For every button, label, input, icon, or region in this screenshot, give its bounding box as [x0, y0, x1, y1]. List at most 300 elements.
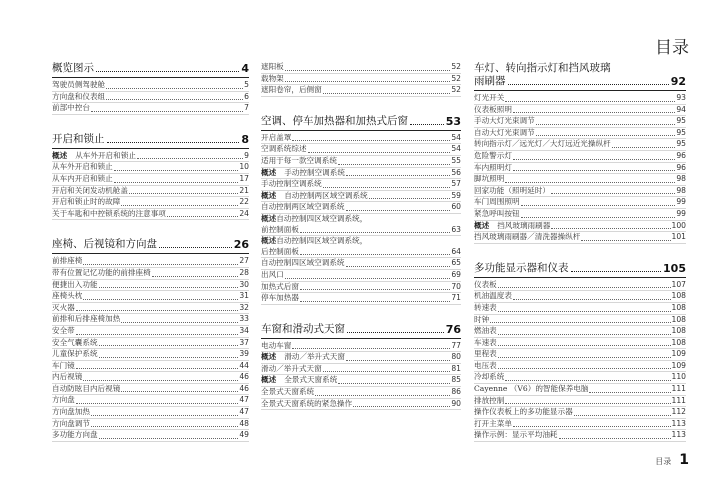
- toc-entry[interactable]: [52, 256, 249, 268]
- entry-title: [52, 338, 98, 349]
- toc-entry[interactable]: [474, 303, 686, 315]
- toc-entry[interactable]: [52, 197, 249, 209]
- entry-title: [261, 282, 299, 293]
- toc-entry[interactable]: [474, 349, 686, 361]
- section-rule: [474, 90, 686, 91]
- toc-entry[interactable]: [52, 209, 249, 221]
- entry-label: 概述: [261, 375, 277, 385]
- entry-label: 概述: [261, 167, 277, 177]
- dot-leader: [498, 311, 671, 312]
- toc-entry[interactable]: [52, 338, 249, 350]
- entry-text: 前排和后排座椅加热: [52, 314, 121, 324]
- toc-entry[interactable]: [52, 430, 249, 442]
- entry-title: [52, 162, 113, 173]
- entry-title: [474, 174, 504, 185]
- dot-leader: [505, 403, 670, 404]
- toc-entry[interactable]: [261, 282, 461, 294]
- entry-page-number: 47: [239, 395, 249, 405]
- toc-entry[interactable]: [474, 232, 686, 244]
- entry-title: [474, 128, 535, 139]
- entry-text: 转速表: [474, 302, 497, 312]
- entry-text: 手动控制空调系统: [261, 179, 322, 189]
- entry-page-number: 28: [239, 267, 249, 277]
- entry-page-number: 63: [451, 224, 461, 234]
- dot-leader: [612, 147, 676, 148]
- dot-leader: [107, 142, 240, 143]
- footer-label: 目录: [655, 457, 672, 466]
- dot-leader: [571, 271, 662, 272]
- entry-text: 方向盘和仪表组: [52, 91, 106, 101]
- dot-leader: [99, 438, 239, 439]
- toc-entry[interactable]: [52, 280, 249, 292]
- toc-entry[interactable]: [474, 291, 686, 303]
- entry-page-number: 54: [451, 132, 461, 142]
- entry-text: 开启和锁止时的故障: [52, 197, 121, 207]
- entry-title: [474, 197, 520, 208]
- entry-page-number: 108: [671, 326, 686, 336]
- section-gap: [261, 97, 461, 115]
- entry-text-line2: 前控制面板: [261, 224, 299, 234]
- entry-page-number: 10: [239, 162, 249, 172]
- entry-title: [52, 92, 105, 103]
- toc-entry[interactable]: [474, 221, 686, 233]
- entry-page-number: 32: [239, 302, 249, 312]
- entry-text: 儿童保护系统: [52, 349, 98, 359]
- entry-title: [261, 156, 337, 167]
- dot-leader: [96, 71, 239, 72]
- toc-entry[interactable]: [474, 116, 686, 128]
- entry-text: 停车加热器: [261, 293, 299, 303]
- entry-title: [474, 105, 512, 116]
- toc-entry[interactable]: [261, 341, 461, 353]
- entry-title: [474, 407, 573, 418]
- section-title: 概览图示: [52, 62, 94, 74]
- entry-text: 仪表板: [474, 279, 497, 289]
- entry-title: [52, 197, 120, 208]
- entry-title: [474, 303, 497, 314]
- toc-entry[interactable]: [474, 419, 686, 431]
- dot-leader: [323, 371, 451, 372]
- dot-leader: [308, 152, 451, 153]
- toc-entry[interactable]: [474, 315, 686, 327]
- entry-page-number: 99: [676, 208, 686, 218]
- entry-page-number: 47: [239, 407, 249, 417]
- entry-text: 开启和关闭发动机舱盖: [52, 185, 128, 195]
- dot-leader: [559, 438, 671, 439]
- toc-entry[interactable]: [261, 375, 461, 387]
- entry-page-number: 5: [244, 80, 249, 89]
- toc-entry[interactable]: [474, 280, 686, 292]
- entry-title: [474, 291, 512, 302]
- section-title: 座椅、后视镜和方向盘: [52, 238, 157, 251]
- toc-entry[interactable]: [474, 209, 686, 221]
- entry-text: 加热式后窗: [261, 281, 299, 291]
- dot-leader: [498, 357, 671, 358]
- toc-entry[interactable]: [474, 396, 686, 408]
- entry-page-number: 56: [451, 167, 461, 177]
- entry-title: [474, 93, 504, 104]
- entry-title: [261, 341, 291, 352]
- entry-line1: [261, 214, 461, 225]
- entry-label: 概述: [261, 352, 277, 362]
- toc-entry[interactable]: [474, 372, 686, 384]
- toc-entry[interactable]: [52, 291, 249, 303]
- dot-leader: [521, 217, 676, 218]
- toc-entry[interactable]: [261, 293, 461, 305]
- entry-title: [474, 116, 535, 127]
- toc-entry[interactable]: [474, 139, 686, 151]
- entry-page-number: 99: [676, 197, 686, 207]
- entry-page-number: 96: [676, 150, 686, 160]
- toc-entry[interactable]: [474, 430, 686, 442]
- dot-leader: [91, 415, 238, 416]
- entry-page-number: 7: [244, 103, 249, 113]
- toc-entry[interactable]: [261, 156, 461, 168]
- entry-page-number: 100: [671, 220, 686, 230]
- section-title-line1: 车灯、转向指示灯和挡风玻璃: [474, 62, 611, 74]
- entry-text: 滑动／举升式天窗: [284, 352, 345, 362]
- entry-text: 挡风玻璃雨刷器: [497, 220, 551, 230]
- entry-page-number: 21: [239, 185, 249, 195]
- entry-page-number: 52: [451, 85, 461, 95]
- entry-text: 电动车窗: [261, 340, 292, 350]
- dot-leader: [76, 368, 239, 369]
- toc-column-1: [52, 62, 249, 442]
- entry-title: [474, 151, 512, 162]
- entry-text: 全景式天窗系统: [261, 387, 315, 397]
- entry-label: 概述: [52, 150, 68, 160]
- toc-entry[interactable]: [52, 268, 249, 280]
- dot-leader: [505, 101, 675, 102]
- entry-text: 车速表: [474, 337, 497, 347]
- toc-entry[interactable]: [474, 151, 686, 163]
- dot-leader: [513, 170, 675, 171]
- entry-text: 空调系统综述: [261, 144, 307, 154]
- entry-text: 便捷出入功能: [52, 279, 98, 289]
- dot-leader: [323, 93, 451, 94]
- entry-text: 从车外开启和锁止: [52, 162, 113, 172]
- toc-entry[interactable]: [474, 326, 686, 338]
- entry-title: [474, 163, 512, 174]
- dot-leader: [83, 264, 238, 265]
- dot-leader: [121, 391, 238, 392]
- dot-leader: [338, 164, 450, 165]
- toc-entry[interactable]: [261, 202, 461, 214]
- dot-leader: [167, 216, 238, 217]
- entry-text: 方向盘调节: [52, 418, 90, 428]
- entry-page-number: 9: [244, 150, 249, 160]
- dot-leader: [99, 287, 239, 288]
- entry-title: [52, 103, 90, 114]
- entry-title: [52, 209, 166, 220]
- toc-entry[interactable]: [52, 395, 249, 407]
- entry-text: 机油温度表: [474, 291, 512, 301]
- entry-text: 灯光开关: [474, 93, 505, 102]
- entry-title: [474, 361, 497, 372]
- entry-page-number: 52: [451, 62, 461, 71]
- dot-leader: [300, 289, 450, 290]
- entry-text: 自动控制四区域空调系统: [261, 258, 345, 268]
- toc-entry[interactable]: [474, 384, 686, 396]
- section-rule: [474, 277, 686, 278]
- entry-page-number: 24: [239, 208, 249, 218]
- entry-text: 从车外开启和锁止: [75, 150, 136, 160]
- toc-entry[interactable]: [52, 103, 249, 115]
- toc-entry[interactable]: [52, 80, 249, 92]
- entry-page-number: 39: [239, 349, 249, 359]
- entry-page-number: 112: [671, 407, 686, 417]
- toc-section-heading[interactable]: [52, 133, 249, 149]
- entry-text: 出风口: [261, 269, 284, 279]
- entry-title: [52, 407, 90, 418]
- section-page-number: 76: [445, 322, 461, 336]
- toc-entry[interactable]: [261, 85, 461, 97]
- toc-entry[interactable]: [261, 179, 461, 191]
- entry-text: 座椅头枕: [52, 291, 83, 301]
- section-title-row: [474, 262, 686, 275]
- entry-text: 操作示例：显示平均油耗: [474, 430, 558, 440]
- dot-leader: [353, 406, 450, 407]
- section-title: 多功能显示器和仪表: [474, 261, 569, 274]
- dot-leader: [323, 187, 451, 188]
- dot-leader: [551, 193, 675, 194]
- entry-title: [261, 74, 284, 85]
- entry-page-number: 49: [239, 430, 249, 440]
- toc-section-heading[interactable]: [474, 62, 686, 91]
- entry-title: [261, 202, 345, 213]
- entry-page-number: 46: [239, 383, 249, 393]
- entry-label: 概述: [261, 213, 277, 223]
- dot-leader: [513, 112, 675, 113]
- toc-entry[interactable]: [474, 338, 686, 350]
- entry-title: [261, 270, 284, 281]
- section-rule: [52, 77, 249, 78]
- toc-section-heading[interactable]: [261, 323, 461, 339]
- entry-page-number: 109: [671, 349, 686, 359]
- section-title-row: [474, 75, 686, 88]
- entry-text: 打开主菜单: [474, 418, 512, 428]
- entry-text: 全景式天窗系统的紧急操作: [261, 398, 353, 408]
- entry-text: 里程表: [474, 349, 497, 359]
- toc-section-heading[interactable]: [52, 238, 249, 254]
- toc-entry[interactable]: [261, 133, 461, 145]
- dot-leader: [121, 205, 238, 206]
- entry-text: 回家功能（照明延时）: [474, 185, 550, 195]
- entry-text: 操作仪表板上的多功能显示器: [474, 407, 573, 417]
- dot-leader: [551, 228, 670, 229]
- toc-entry[interactable]: [261, 168, 461, 180]
- entry-page-number: 85: [451, 375, 461, 385]
- toc-entry[interactable]: [52, 174, 249, 186]
- toc-entry[interactable]: [474, 174, 686, 186]
- entry-text: 从车内开启和锁止: [52, 173, 113, 183]
- entry-title: [474, 349, 497, 360]
- toc-entry[interactable]: [474, 128, 686, 140]
- toc-entry[interactable]: [52, 349, 249, 361]
- entry-title: [474, 221, 550, 232]
- entry-line2: [261, 247, 461, 258]
- dot-leader: [513, 299, 671, 300]
- dot-leader: [76, 403, 239, 404]
- entry-page-number: 30: [239, 279, 249, 289]
- toc-entry[interactable]: [52, 384, 249, 396]
- section-title: 开启和锁止: [52, 132, 105, 145]
- toc-entry[interactable]: [52, 92, 249, 104]
- entry-title: [52, 361, 75, 372]
- dot-leader: [114, 182, 239, 183]
- entry-page-number: 113: [671, 418, 686, 428]
- dot-leader: [369, 198, 451, 199]
- toc-entry[interactable]: [261, 258, 461, 270]
- entry-page-number: 6: [244, 91, 249, 101]
- toc-entry[interactable]: [52, 151, 249, 163]
- entry-title: [261, 144, 307, 155]
- entry-title: [52, 291, 82, 302]
- entry-page-number: 113: [671, 430, 686, 440]
- entry-title: [261, 62, 284, 73]
- dot-leader: [410, 124, 444, 125]
- entry-page-number: 46: [239, 372, 249, 382]
- toc-entry[interactable]: [261, 270, 461, 282]
- entry-title: [52, 151, 136, 162]
- toc-entry[interactable]: [52, 303, 249, 315]
- dot-leader: [498, 287, 671, 288]
- entry-text: Cayenne （V6）的智能保养电脑: [474, 384, 589, 394]
- entry-title: [474, 209, 520, 220]
- page-footer: [655, 452, 689, 468]
- toc-entry[interactable]: [52, 407, 249, 419]
- toc-entry[interactable]: [474, 186, 686, 198]
- toc-entry[interactable]: [474, 197, 686, 209]
- entry-title: [261, 191, 368, 202]
- toc-entry[interactable]: [52, 326, 249, 338]
- toc-column-2: [261, 62, 461, 410]
- entry-text: 电压表: [474, 360, 497, 370]
- entry-page-number: 111: [671, 395, 686, 405]
- dot-leader: [121, 322, 238, 323]
- entry-title: [52, 280, 98, 291]
- section-gap: [474, 244, 686, 262]
- dot-leader: [300, 301, 450, 302]
- toc-entry[interactable]: [52, 372, 249, 384]
- section-page-number: 8: [241, 132, 249, 146]
- entry-text: 车门周围照明: [474, 197, 520, 207]
- toc-entry[interactable]: [261, 387, 461, 399]
- section-gap: [52, 220, 249, 238]
- section-rule: [52, 253, 249, 254]
- toc-entry[interactable]: [261, 399, 461, 411]
- toc-entry[interactable]: [474, 361, 686, 373]
- dot-leader: [159, 247, 232, 248]
- entry-title: [52, 326, 75, 337]
- entry-text: 紧急呼叫按钮: [474, 208, 520, 218]
- toc-entry[interactable]: [261, 236, 461, 258]
- toc-entry[interactable]: [474, 407, 686, 419]
- dot-leader: [292, 140, 450, 141]
- entry-page-number: 95: [676, 127, 686, 137]
- dot-leader: [300, 232, 450, 233]
- toc-entry[interactable]: [261, 144, 461, 156]
- entry-page-number: 81: [451, 363, 461, 373]
- section-rule: [52, 148, 249, 149]
- toc-entry[interactable]: [52, 361, 249, 373]
- entry-text: 自动大灯光束调节: [474, 127, 535, 137]
- toc-entry[interactable]: [261, 352, 461, 364]
- section-page-number: 4: [241, 62, 249, 75]
- entry-page-number: 52: [451, 73, 461, 83]
- entry-page-number: 107: [671, 279, 686, 289]
- entry-title: [261, 352, 345, 363]
- entry-text: 方向盘: [52, 395, 75, 405]
- toc-entry[interactable]: [261, 191, 461, 203]
- toc-entry[interactable]: [52, 186, 249, 198]
- entry-text: 车门镜: [52, 360, 75, 370]
- dot-leader: [91, 111, 243, 112]
- entry-text: 危险警示灯: [474, 150, 512, 160]
- toc-section-heading[interactable]: [52, 62, 249, 78]
- entry-page-number: 109: [671, 360, 686, 370]
- entry-page-number: 101: [671, 232, 686, 242]
- entry-text: 遮阳板: [261, 62, 284, 71]
- toc-entry[interactable]: [261, 364, 461, 376]
- entry-title: [52, 395, 75, 406]
- dot-leader: [346, 175, 450, 176]
- entry-title: [261, 399, 352, 410]
- entry-page-number: 65: [451, 258, 461, 268]
- dot-leader: [513, 426, 671, 427]
- toc-entry[interactable]: [52, 162, 249, 174]
- dot-leader: [498, 345, 671, 346]
- toc-entry[interactable]: [261, 74, 461, 86]
- toc-entry[interactable]: [474, 163, 686, 175]
- entry-title: [474, 338, 497, 349]
- section-title-row: [52, 133, 249, 146]
- section-title: 车窗和滑动式天窗: [261, 322, 345, 335]
- dot-leader: [574, 415, 671, 416]
- entry-title: [474, 396, 504, 407]
- toc-entry[interactable]: [474, 93, 686, 105]
- entry-text: 冷却系统: [474, 372, 505, 382]
- section-page-number: 26: [233, 238, 249, 252]
- dot-leader: [347, 332, 444, 333]
- toc-entry[interactable]: [474, 105, 686, 117]
- toc-section-heading[interactable]: [261, 115, 461, 131]
- toc-entry[interactable]: [261, 62, 461, 74]
- entry-page-number: 71: [451, 293, 461, 303]
- entry-page-number: 33: [239, 314, 249, 324]
- entry-title: [52, 314, 120, 325]
- entry-page-number: 22: [239, 197, 249, 207]
- entry-title: [52, 80, 105, 91]
- dot-leader: [581, 240, 670, 241]
- entry-label: 概述: [261, 190, 277, 200]
- entry-title: [261, 179, 322, 190]
- entry-line1: [261, 236, 461, 247]
- toc-entry[interactable]: [52, 419, 249, 431]
- entry-page-number: 98: [676, 174, 686, 184]
- toc-section-heading[interactable]: [474, 262, 686, 278]
- toc-entry[interactable]: [261, 214, 461, 236]
- entry-page-number: 59: [451, 190, 461, 200]
- entry-text: 转向指示灯／远光灯／大灯远近光操纵杆: [474, 139, 611, 149]
- entry-title: [52, 384, 120, 395]
- entry-title: [474, 384, 588, 395]
- entry-title: [52, 186, 128, 197]
- toc-entry[interactable]: [52, 314, 249, 326]
- entry-page-number: 80: [451, 352, 461, 362]
- entry-title: [52, 303, 75, 314]
- entry-text: 滑动／举升式天窗: [261, 363, 322, 373]
